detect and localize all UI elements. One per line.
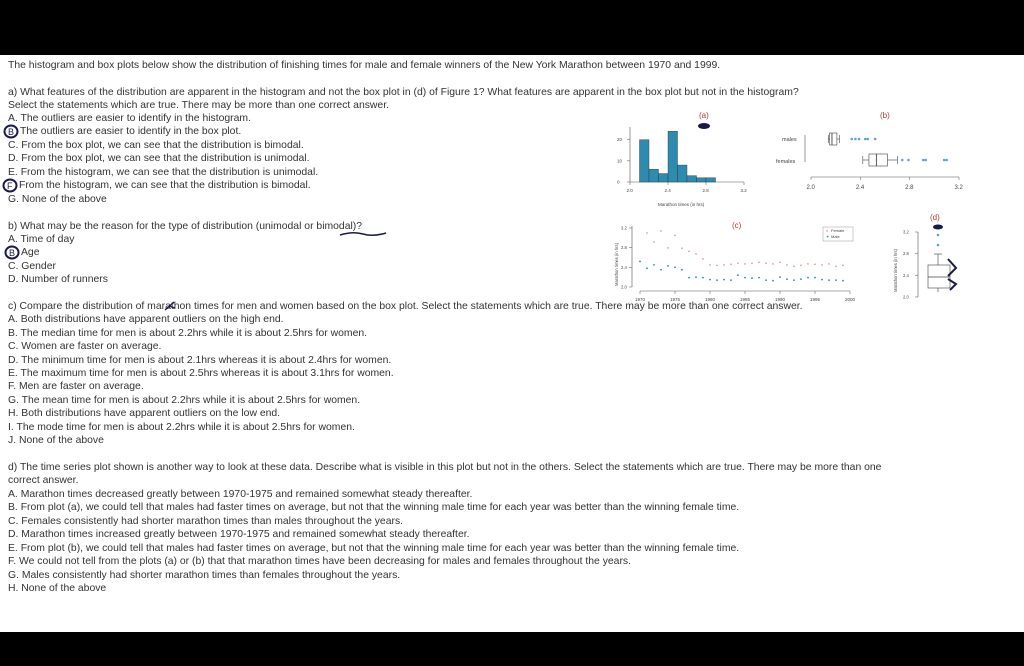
female-point: × xyxy=(799,262,803,268)
male-point xyxy=(842,280,844,282)
fig-b-xtick-label: 2.0 xyxy=(806,185,815,191)
svg-text:F: F xyxy=(7,181,13,191)
male-point xyxy=(639,261,641,263)
male-point xyxy=(835,279,837,281)
qc-option-d[interactable]: D. The minimum time for men is about 2.1hrs whereas it is about 2.4hrs for women. xyxy=(8,355,392,366)
qc-option-h[interactable]: H. Both distributions have apparent outliers on the low end. xyxy=(8,408,281,419)
fig-d-ylabel: Marathon times (in hrs) xyxy=(893,248,898,292)
female-point: × xyxy=(659,227,663,233)
fig-c-xtick-label: 2000 xyxy=(845,297,856,302)
female-point: × xyxy=(820,262,824,268)
qa-option-e[interactable]: E. From the histogram, we can see that the distribution is unimodal. xyxy=(8,167,319,178)
question-d-line2: correct answer. xyxy=(8,475,79,486)
female-point: × xyxy=(771,261,775,267)
male-outlier xyxy=(874,138,877,141)
fig-d-outlier xyxy=(937,234,940,237)
fig-c-xtick-label: 1985 xyxy=(740,297,751,302)
qb-option-b[interactable]: Age xyxy=(21,247,40,258)
male-outlier xyxy=(864,138,867,141)
ink-blot xyxy=(698,123,710,129)
female-point: × xyxy=(666,244,670,250)
qa-option-f[interactable]: From the histogram, we can see that the distribution is bimodal. xyxy=(19,180,311,191)
question-c: c) Compare the distribution of marathon times for men and women based on the box plot. Select the statements which are true. There may be more than one correct answer. xyxy=(8,301,803,312)
qd-option-e[interactable]: E. From plot (b), we could tell that males had faster times on average, but not that the winning male time for each year was better than the winning female time. xyxy=(8,543,740,554)
male-point xyxy=(716,279,718,281)
boxplot-figure-d xyxy=(890,210,960,305)
male-point xyxy=(681,269,683,271)
svg-text:B: B xyxy=(8,127,15,137)
male-point xyxy=(828,279,830,281)
female-outlier xyxy=(945,159,948,162)
male-point xyxy=(723,279,725,281)
qc-option-a[interactable]: A. Both distributions have apparent outliers on the high end. xyxy=(8,314,284,325)
histogram-bar xyxy=(678,165,688,182)
pen-mark xyxy=(162,299,178,313)
intro-text: The histogram and box plots below show the distribution of finishing times for male and female winners of the New York Marathon between 1970 and 1999. xyxy=(8,60,721,71)
fig-c-label: (c) xyxy=(732,221,742,230)
histogram-bar xyxy=(640,140,650,182)
question-d-line1: d) The time series plot shown is another way to look at these data. Describe what is visible in this plot but not in the others. Select the statements which are true. There may be more than one xyxy=(8,462,882,473)
female-point: × xyxy=(701,255,705,261)
female-point: × xyxy=(827,261,831,267)
male-point xyxy=(800,278,802,280)
question-a: a) What features of the distribution are apparent in the histogram and not the box plot in (d) of Figure 1? What features are apparent in the box plot but not in the histogram? xyxy=(8,87,799,98)
male-point xyxy=(674,266,676,268)
female-outlier xyxy=(922,159,925,162)
qa-option-g[interactable]: G. None of the above xyxy=(8,194,107,205)
female-point: × xyxy=(792,263,796,269)
female-point: × xyxy=(708,262,712,268)
fig-a-xlabel: Marathon times (in hrs) xyxy=(658,202,705,207)
fig-a-label: (a) xyxy=(699,111,709,120)
fig-d-ytick-label: 3.2 xyxy=(903,229,909,235)
male-point xyxy=(772,280,774,282)
qa-option-d[interactable]: D. From the box plot, we can see that the distribution is unimodal. xyxy=(8,153,310,164)
female-outlier xyxy=(907,159,910,162)
qd-option-f[interactable]: F. We could not tell from the plots (a) or (b) that that marathon times have been decreasing for males and females throughout the years. xyxy=(8,556,631,567)
answer-circle-b xyxy=(2,124,20,139)
male-point xyxy=(667,265,669,267)
qc-option-c[interactable]: C. Women are faster on average. xyxy=(8,341,162,352)
fig-a-xtick-label: 2.4 xyxy=(664,188,671,193)
fig-c-ytick-label: 3.2 xyxy=(621,225,627,231)
female-point: × xyxy=(757,259,761,265)
fig-c-legend-male-marker xyxy=(827,236,829,238)
qd-option-a[interactable]: A. Marathon times decreased greatly between 1970-1975 and remained somewhat steady thereafter. xyxy=(8,489,473,500)
female-point: × xyxy=(743,261,747,267)
male-point xyxy=(814,277,816,279)
female-outlier xyxy=(901,159,904,162)
fig-c-xtick-label: 1995 xyxy=(810,297,821,302)
fig-a-ytick-label: 20 xyxy=(617,137,623,143)
histogram-bar xyxy=(668,131,678,182)
female-point: × xyxy=(694,250,698,256)
svg-text:B: B xyxy=(9,248,16,258)
qd-option-h[interactable]: H. None of the above xyxy=(8,583,107,594)
female-outlier xyxy=(924,159,927,162)
boxplot-figure-b xyxy=(772,107,972,197)
histogram-bar xyxy=(659,174,669,182)
histogram-bar xyxy=(706,178,716,182)
female-point: × xyxy=(750,260,754,266)
fig-d-box xyxy=(928,265,950,288)
fig-c-ylabel: Marathon times (in hrs) xyxy=(614,242,619,286)
qa-option-a[interactable]: A. The outliers are easier to identify in the histogram. xyxy=(8,113,251,124)
qb-option-d[interactable]: D. Number of runners xyxy=(8,274,108,285)
question-b: b) What may be the reason for the type of distribution (unimodal or bimodal)? xyxy=(8,221,363,232)
qd-option-g[interactable]: G. Males consistently had shorter marathon times than females throughout the years. xyxy=(8,570,401,581)
fig-c-legend-female: Female xyxy=(831,228,845,233)
female-point: × xyxy=(652,239,656,245)
fig-d-label: (d) xyxy=(930,213,940,222)
histogram-bar xyxy=(649,169,659,182)
qa-option-b[interactable]: The outliers are easier to identify in the box plot. xyxy=(20,126,242,137)
female-point: × xyxy=(673,232,677,238)
male-point xyxy=(807,277,809,279)
female-point: × xyxy=(813,261,817,267)
female-point: × xyxy=(736,260,740,266)
fig-d-ink-mark xyxy=(948,259,956,290)
male-point xyxy=(709,279,711,281)
female-point: × xyxy=(687,248,691,254)
female-point: × xyxy=(834,263,838,269)
female-point: × xyxy=(806,261,810,267)
underline-scribble xyxy=(338,229,388,239)
timeseries-figure-c xyxy=(610,218,860,303)
fig-b-xtick-label: 3.2 xyxy=(954,185,963,191)
male-outlier xyxy=(858,138,861,141)
male-point xyxy=(793,279,795,281)
question-a-instruction: Select the statements which are true. There may be more than one correct answer. xyxy=(8,100,389,111)
female-point: × xyxy=(715,262,719,268)
female-point: × xyxy=(645,230,649,236)
qb-option-a[interactable]: A. Time of day xyxy=(8,234,75,245)
fig-b-males-label: males xyxy=(782,137,797,143)
qc-option-e[interactable]: E. The maximum time for men is about 2.5hrs whereas it is about 3.1hrs for women. xyxy=(8,368,394,379)
female-point: × xyxy=(680,245,684,251)
qc-option-g[interactable]: G. The mean time for men is about 2.2hrs while it is about 2.5hrs for women. xyxy=(8,395,361,406)
male-point xyxy=(660,269,662,271)
male-outlier xyxy=(854,138,857,141)
fig-b-label: (b) xyxy=(880,111,890,120)
qc-option-j[interactable]: J. None of the above xyxy=(8,435,104,446)
fig-a-ytick-label: 10 xyxy=(617,158,623,164)
qa-option-c[interactable]: C. From the box plot, we can see that the distribution is bimodal. xyxy=(8,140,304,151)
male-outlier xyxy=(866,138,869,141)
male-point xyxy=(786,278,788,280)
male-box xyxy=(830,133,837,145)
qb-option-c[interactable]: C. Gender xyxy=(8,261,56,272)
fig-c-xtick-label: 1980 xyxy=(705,297,716,302)
male-point xyxy=(646,267,648,269)
fig-c-xtick-label: 1990 xyxy=(775,297,786,302)
qc-option-b[interactable]: B. The median time for men is about 2.2hrs while it is about 2.5hrs for women. xyxy=(8,328,368,339)
page xyxy=(0,55,1024,632)
histogram-bar xyxy=(687,176,697,182)
male-point xyxy=(765,279,767,281)
fig-c-ytick-label: 2.0 xyxy=(621,284,627,290)
female-point: × xyxy=(722,262,726,268)
fig-c-legend-female-marker: × xyxy=(826,228,829,233)
fig-b-females-label: females xyxy=(776,159,796,165)
female-point: × xyxy=(729,261,733,267)
male-point xyxy=(744,277,746,279)
answer-circle-f xyxy=(1,178,19,193)
qd-option-c[interactable]: C. Females consistently had shorter marathon times than males throughout the years. xyxy=(8,516,404,527)
answer-circle-age xyxy=(3,245,21,260)
male-point xyxy=(695,276,697,278)
fig-b-xtick-label: 2.4 xyxy=(855,185,865,191)
fig-c-ytick-label: 2.4 xyxy=(621,264,627,270)
histogram-bar xyxy=(697,178,707,182)
male-point xyxy=(758,277,760,279)
male-point xyxy=(730,279,732,281)
fig-c-ytick-label: 2.8 xyxy=(621,245,627,251)
male-point xyxy=(653,264,655,266)
female-point: × xyxy=(778,259,782,265)
qd-option-b[interactable]: B. From plot (a), we could tell that males had faster times on average, but not that the winning male time for each year was better than the winning female time. xyxy=(8,502,740,513)
histogram-figure-a xyxy=(612,107,752,207)
fig-a-ytick-label: 0 xyxy=(617,179,620,185)
male-outlier xyxy=(850,138,853,141)
fig-c-xtick-label: 1970 xyxy=(635,297,646,302)
female-outlier xyxy=(943,159,946,162)
fig-a-xtick-label: 2.8 xyxy=(702,188,709,193)
fig-d-ytick-label: 2.8 xyxy=(903,251,909,257)
fig-d-ytick-label: 2.0 xyxy=(903,294,909,300)
qd-option-d[interactable]: D. Marathon times increased greatly between 1970-1975 and remained somewhat steady thereafter. xyxy=(8,529,470,540)
fig-a-xtick-label: 2.0 xyxy=(626,188,633,193)
fig-c-legend-male: Male xyxy=(831,234,840,239)
female-box xyxy=(869,154,888,166)
female-point: × xyxy=(841,262,845,268)
male-point xyxy=(779,276,781,278)
female-point: × xyxy=(785,262,789,268)
female-point: × xyxy=(764,260,768,266)
fig-b-xtick-label: 2.8 xyxy=(905,185,914,191)
male-point xyxy=(688,277,690,279)
fig-c-xtick-label: 1975 xyxy=(670,297,681,302)
male-point xyxy=(737,274,739,276)
fig-d-ytick-label: 2.4 xyxy=(903,272,909,278)
fig-d-outlier xyxy=(937,244,940,247)
male-point xyxy=(821,279,823,281)
fig-a-xtick-label: 3.2 xyxy=(740,188,747,193)
qc-option-f[interactable]: F. Men are faster on average. xyxy=(8,381,144,392)
qc-option-i[interactable]: I. The mode time for men is about 2.2hrs while it is about 2.5hrs for women. xyxy=(8,422,355,433)
male-point xyxy=(751,277,753,279)
ink-blot-d xyxy=(933,225,943,230)
male-point xyxy=(702,277,704,279)
